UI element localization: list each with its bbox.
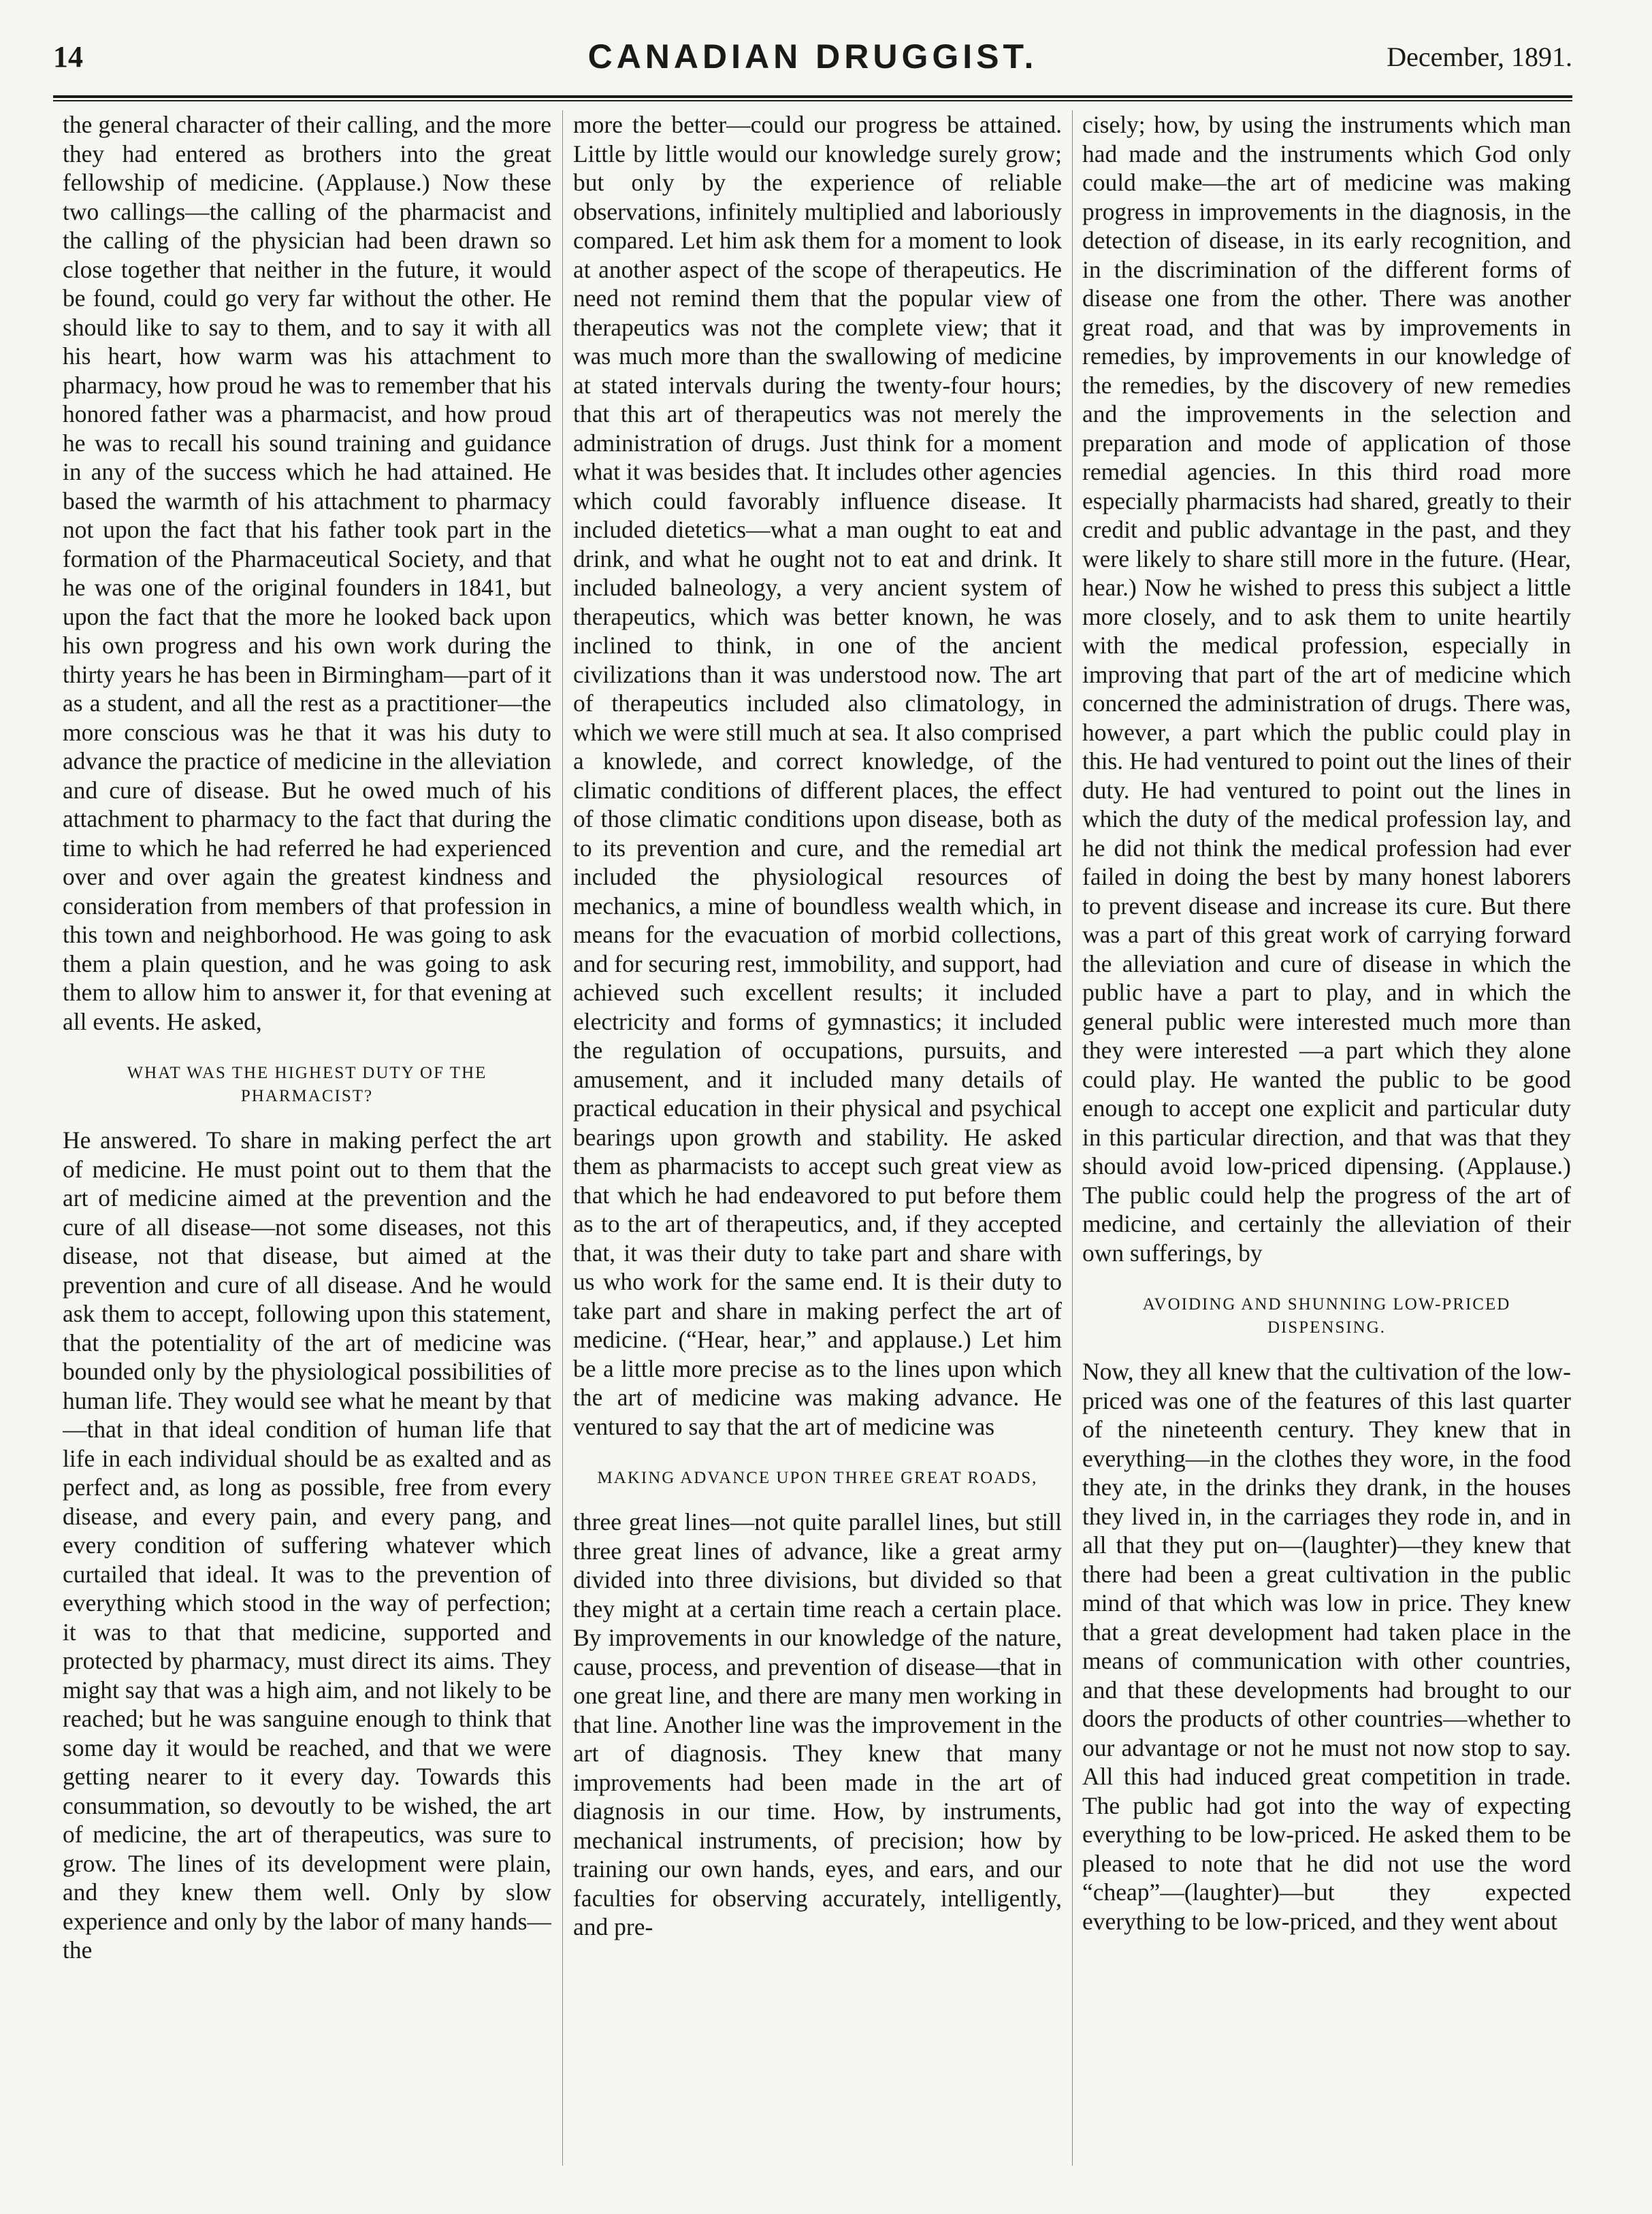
header-rule-thin <box>53 100 1572 101</box>
paragraph: more the better—could our progress be attained. Little by little would our knowledge surely grow; but only by the experience of reliable observations, infinitely multiplied and laboriously compared. Let him ask them for a moment to look at another aspect of the scope of therapeutics. He need not remind them that the popular view of therapeutics was not the complete view; that it was much more than the swallowing of medicine at stated intervals during the twenty-four hours; that this art of therapeutics was not merely the administration of drugs. Just think for a moment what it was besides that. It includes other agencies which could favorably influence disease. It included dietetics—what a man ought to eat and drink, and what he ought not to eat and drink. It included balneology, a very ancient system of therapeutics, which was better known, he was inclined to think, in one of the ancient civilizations than it was understood now. The art of therapeutics included also climatology, in which we were still much at sea. It also comprised a knowlede, and correct knowledge, of the climatic conditions of different places, the effect of those climatic conditions upon disease, both as to its prevention and cure, and the remedial art included the physiological resources of mechanics, a mine of boundless wealth which, in means for the evacuation of morbid collections, and for securing rest, immobility, and support, had achieved such excellent results; it included electricity and forms of gymnastics; it included the regulation of occupations, pursuits, and amusement, and it included many details of practical education in their physical and psychical bearings upon growth and stability. He asked them as pharmacists to accept such great view as that which he had endeavored to put before them as to the art of therapeutics, and, if they accepted that, it was their duty to take part and share with us who work for the same end. It is their duty to take part and share in making perfect the art of medicine. (“Hear, hear,” and applause.) Let him be a little more precise as to the lines upon which the art of medicine was making advance. He ventured to say that the art of medicine was <box>573 111 1062 1440</box>
issue-date: December, 1891. <box>1387 42 1572 72</box>
paragraph: He answered. To share in making perfect the art of medicine. He must point out to them that the art of medicine aimed at the prevention and the cure of all disease—not some diseases, not this disease, not that disease, but aimed at the prevention and cure of all disease. And he would ask them to accept, following upon this statement, that the potentiality of the art of medicine was bounded only by the physiological possibilities of human life. They would see what he meant by that—that in that ideal condition of human life that life in each individual should be as exalted and as perfect and, as long as possible, free from every disease, and every pain, and every pang, and every condition of suffering whatever which curtailed that ideal. It was to the prevention of everything which stood in the way of perfection; it was to that that medicine, supported and protected by pharmacy, must direct its aims. They might say that was a high aim, and not likely to be reached; but he was sanguine enough to think that some day it would be reached, and that we were getting nearer to it every day. Towards this consummation, so devoutly to be wished, the art of medicine, the art of therapeutics, was sure to grow. The lines of its development were plain, and they knew them well. Only by slow experience and only by the labor of many hands—the <box>63 1126 551 1964</box>
column-divider <box>562 110 563 2166</box>
paragraph: Now, they all knew that the cultivation of the low-priced was one of the features of this last quarter of the nineteenth century. They knew that in everything—in the clothes they wore, in the food they ate, in the drinks they drank, in the houses they lived in, in the carriages they rode in, and in all that they put on—(laughter)—they knew that there had been a great cultivation in the public mind of that which was low in price. They knew that a great development had taken place in the means of communication with other countries, and that these developments had brought to our doors the products of other countries—whether to our advantage or not he must not now stop to say. All this had induced great competition in trade. The public had got into the way of expecting everything to be low-priced. He asked them to be pleased to note that he did not use the word “cheap”—(laughter)—but they expected everything to be low-priced, and they went about <box>1082 1358 1571 1935</box>
article-column-2 <box>573 110 1062 2179</box>
paragraph: the general character of their calling, and the more they had entered as brothers into the great fellowship of medicine. (Applause.) Now these two callings—the calling of the pharmacist and the calling of the physician had been drawn so close together that neither in the future, it would be found, could go very far without the other. He should like to say to them, and to say it with all his heart, how warm was his attachment to pharmacy, how proud he was to remember that his honored father was a pharmacist, and how proud he was to recall his sound training and guidance in any of the success which he had attained. He based the warmth of his attachment to pharmacy not upon the fact that his father took part in the formation of the Pharmaceutical Society, and that he was one of the original founders in 1841, but upon the fact that the more he looked back upon his own progress and his own work during the thirty years he has been in Birmingham—part of it as a student, and all the rest as a practitioner—the more conscious was he that it was his duty to advance the practice of medicine in the alleviation and cure of disease. But he owed much of his attachment to pharmacy to the fact that during the time to which he had referred he had experienced over and over again the greatest kindness and consideration from members of that profession in this town and neighborhood. He was going to ask them a plain question, and he was going to ask them to allow him to answer it, for that evening at all events. He asked, <box>63 111 551 1035</box>
section-heading: AVOIDING AND SHUNNING LOW-PRICED DISPENSING. <box>1142 1295 1511 1337</box>
paragraph: three great lines—not quite parallel lines, but still three great lines of advance, like a great army divided into three divisions, but divided so that they might at a certain time reach a certain place. By improvements in our knowledge of the nature, cause, process, and prevention of disease—that in one great line, and there are many men working in that line. Another line was the improvement in the art of diagnosis. They knew that many improvements had been made in the art of diagnosis in our time. How, by instruments, mechanical instruments, of precision; how by training our own hands, eyes, and ears, and our faculties for observing accurately, intelligently, and pre- <box>573 1508 1062 1940</box>
article-column-3 <box>1082 110 1571 2179</box>
page-header <box>53 33 1572 87</box>
header-rule <box>53 95 1572 98</box>
journal-title: CANADIAN DRUGGIST. <box>587 37 1038 76</box>
section-heading: MAKING ADVANCE UPON THREE GREAT ROADS, <box>597 1469 1038 1487</box>
column-divider <box>1072 110 1073 2166</box>
paragraph: cisely; how, by using the instruments which man had made and the instruments which God only could make—the art of medicine was making progress in improvements in the diagnosis, in the detection of disease, in its early recognition, and in the discrimination of the different forms of disease one from the other. There was another great road, and that was by improvements in remedies, by improvements in our knowledge of the remedies, by the discovery of new remedies and the improvements in the selection and preparation and mode of application of those remedial agencies. In this third road more especially pharmacists had shared, greatly to their credit and public advantage in the past, and they were likely to share still more in the future. (Hear, hear.) Now he wished to press this subject a little more closely, and to ask them to unite heartily with the medical profession, especially in improving that part of the art of medicine which concerned the administration of drugs. There was, however, a part which the public could play in this. He had ventured to point out the lines of their duty. He had ventured to point out the lines in which the duty of the medical profession lay, and he did not think the medical profession had ever failed in doing the best by many honest laborers to prevent disease and increase its cure. But there was a part of this great work of carrying forward the alleviation and cure of disease in which the public have a part to play, and in which the general public were interested much more than they were interested —a part which they alone could play. He wanted the public to be good enough to accept one explicit and particular duty in this particular direction, and that was that they should avoid low-priced dipensing. (Applause.) The public could help the progress of the art of medicine, and certainly the alleviation of their own sufferings, by <box>1082 111 1571 1267</box>
page-number: 14 <box>53 40 83 74</box>
article-column-1 <box>63 110 551 2179</box>
section-heading: WHAT WAS THE HIGHEST DUTY OF THE PHARMACIST? <box>127 1064 487 1105</box>
